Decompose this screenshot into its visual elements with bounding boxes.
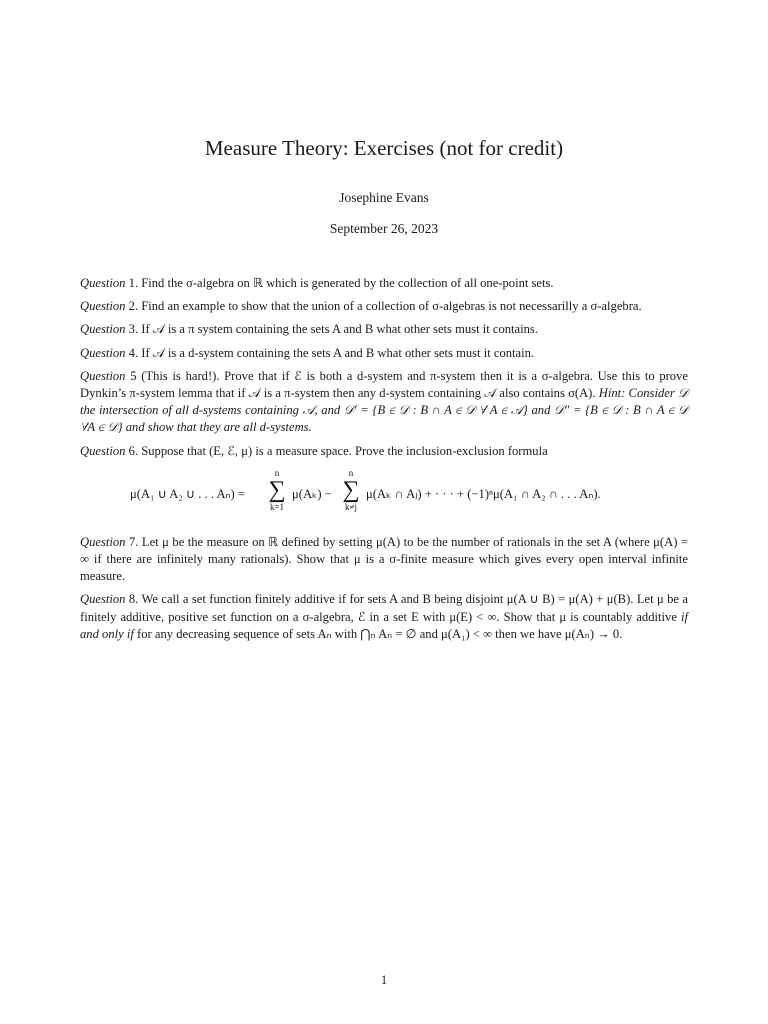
question-text: If 𝒜 is a π system containing the sets A and B what other sets must it contains. xyxy=(141,322,538,337)
question-7 xyxy=(80,534,688,586)
sum-symbol-2 xyxy=(338,468,364,512)
author-name: Josephine Evans xyxy=(339,190,429,205)
question-number: 6. xyxy=(128,443,139,458)
question-2 xyxy=(80,298,688,315)
question-label: Question xyxy=(80,443,126,458)
question-text: We call a set function finitely additive if for sets A and B being disjoint μ(A ∪ B) = μ(A) + μ(B). Let μ be a finitely additive, positive set function on a σ-algebra, ℰ in a set E with μ(E) < ∞. Show that μ is countably additive xyxy=(80,592,688,624)
question-text: Suppose that (E, ℰ, μ) is a measure space. Prove the inclusion-exclusion formula xyxy=(141,443,548,458)
sigma-icon: ∑ xyxy=(342,476,360,503)
question-label: Question xyxy=(80,299,126,314)
formula-term-1: μ(Aₖ) − xyxy=(292,486,332,501)
question-number: 3. xyxy=(128,322,139,337)
question-label: Question xyxy=(80,322,126,337)
question-text: Let μ be the measure on ℝ defined by setting μ(A) to be the number of rationals in the set A (where μ(A) = ∞ if there are infinitely many rationals). Show that μ is a σ-finite measure which gives every open interval infinite measure. xyxy=(80,534,688,584)
sum-lower-limit: k≠j xyxy=(345,501,357,512)
page-number: 1 xyxy=(380,973,388,987)
question-number: 7. xyxy=(128,534,139,549)
sum-lower-limit: k=1 xyxy=(269,501,285,512)
question-5 xyxy=(80,368,688,437)
question-hint: Hint: Consider 𝒟 the intersection of all d-systems containing 𝒜, and 𝒟′ = {B ∈ 𝒟 : B ∩ A ∈ 𝒟 ∀ A ∈ 𝒜} and 𝒟″ = {B ∈ 𝒟 : B ∩ A ∈ 𝒟 ∀A ∈ 𝒟} and show that they are all d-systems. xyxy=(80,386,688,435)
question-emphasis: if and only if xyxy=(80,609,688,641)
sigma-icon: ∑ xyxy=(268,476,286,503)
question-number: 1. xyxy=(128,276,139,290)
question-6 xyxy=(80,443,688,460)
question-text-continued: for any decreasing sequence of sets Aₙ with ⋂ₙ Aₙ = ∅ and μ(A₁) < ∞ then we have μ(Aₙ) → 0. xyxy=(137,626,623,641)
question-label: Question xyxy=(80,276,126,290)
question-3 xyxy=(80,321,688,338)
questions-list xyxy=(80,275,688,649)
question-number: 2. xyxy=(128,299,139,314)
question-1 xyxy=(80,275,688,292)
question-4 xyxy=(80,345,688,362)
sum-upper-limit: n xyxy=(274,467,280,478)
formula-term-2: μ(Aₖ ∩ Aⱼ) + · · · + (−1)ⁿμ(A₁ ∩ A₂ ∩ . . . Aₙ). xyxy=(366,486,601,501)
question-text: Find an example to show that the union of a collection of σ-algebras is not necessarilly a σ-algebra. xyxy=(141,299,642,314)
sum-symbol-1 xyxy=(264,468,290,512)
question-number: 8. xyxy=(128,592,139,607)
question-label: Question xyxy=(80,592,126,607)
inclusion-exclusion-formula xyxy=(80,468,688,522)
question-text: (This is hard!). Prove that if ℰ is both a d-system and π-system then it is a σ-algebra. Use this to prove Dynkin’s π-system lemma that if 𝒜 is a π-system then any d-system containing 𝒜 also contains σ(A). xyxy=(80,368,688,401)
question-text: Find the σ-algebra on ℝ which is generated by the collection of all one-point sets. xyxy=(141,276,554,290)
document-date: September 26, 2023 xyxy=(329,221,439,236)
question-label: Question xyxy=(80,345,126,360)
question-8 xyxy=(80,591,688,643)
question-number: 4. xyxy=(128,345,139,360)
question-label: Question xyxy=(80,368,126,383)
question-label: Question xyxy=(80,534,126,549)
formula-lhs: μ(A₁ ∪ A₂ ∪ . . . Aₙ) = xyxy=(130,486,246,501)
sum-upper-limit: n xyxy=(348,467,354,478)
question-text: If 𝒜 is a d-system containing the sets A and B what other sets must it contain. xyxy=(141,345,535,360)
page-title: Measure Theory: Exercises (not for credit) xyxy=(204,136,564,160)
question-number: 5 xyxy=(130,368,137,383)
